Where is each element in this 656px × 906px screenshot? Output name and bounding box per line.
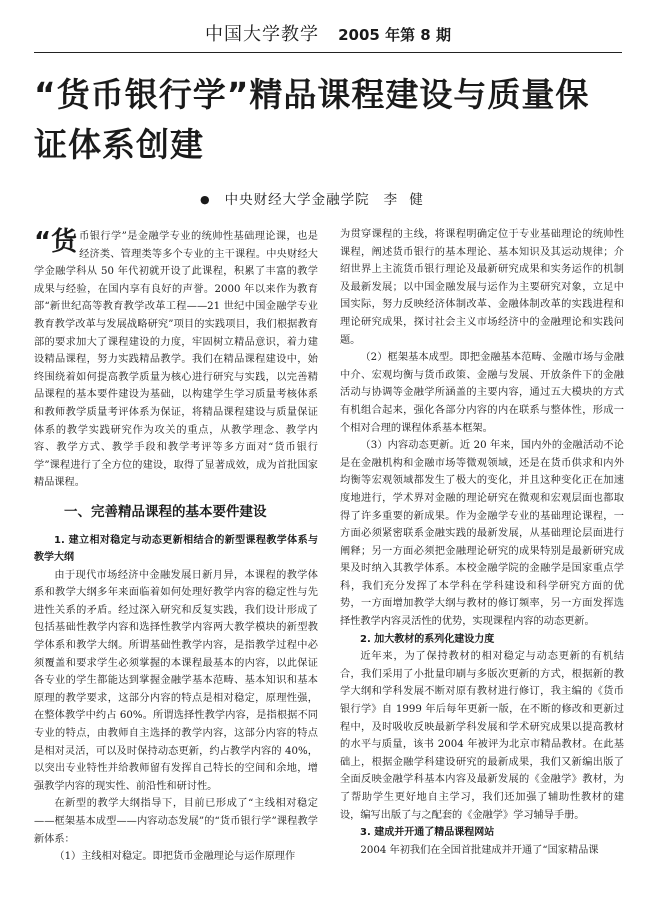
subsection-heading-3: 3. 建成并开通了精品课程网站 (360, 827, 495, 839)
body-paragraph: （2）框架基本成型。即把金融基本范畴、金融市场与金融中介、宏观均衡与货币政策、金融与发展、开放条件下的金融活动与协调等金融学所涵盖的主要内容，通过五大模块的方式有机组合起来，强化各部分内容的内在联系与整体性，形成一个相对合理的课程体系基本框架。 (340, 352, 624, 434)
author-name: 李 健 (383, 192, 427, 208)
subsection-heading-2: 2. 加大教材的系列化建设力度 (360, 633, 495, 645)
subsection-heading-1: 1. 建立相对稳定与动态更新相结合的新型课程教学体系与教学大纲 (34, 534, 318, 564)
section-heading-1: 一、完善精品课程的基本要件建设 (64, 503, 267, 520)
header-rule (34, 52, 622, 53)
body-paragraph: （3）内容动态更新。近 20 年来，国内外的金融活动不论是在金融机构和金融市场等微观领域，还是在货币供求和内外均衡等宏观领域都发生了极大的变化，并且这种变化正在加速度地进行，学术界对金融的理论研究在微观和宏观层面也都取得了许多重要的新成果。作为金融学专业的基础理论课程，一方面必须紧密联系金融实践的最新发展，从基础理论层面进行阐释；另一方面必须把金融理论研究的成果特别是最新研究成果及时纳入其教学体系。本校金融学院的金融学是国家重点学科，我们充分发挥了本学科在学科建设和科学研究方面的优势，一方面增加教学大纲与教材的修订频率，另一方面发挥选择性教学内容灵活性的优势，实现课程内容的动态更新。 (340, 440, 624, 628)
body-paragraph: 近年来，为了保持教材的相对稳定与动态更新的有机结合，我们采用了小批量印刷与多版次更新的方式，根据新的教学大纲和学科发展不断对原有教材进行修订，我主编的《货币银行学》自 1999 年后每年更新一版，在不断的修改和更新过程中，及时吸收反映最新学科发展和学术研究成果以提高教材的水平与质量，该书 2004 年被评为北京市精品教材。在此基础上，根据金融学科建设研究的最新成果，我们又新编出版了全面反映金融学科基本内容及最新发展的《金融学》教材，为了帮助学生更好地自主学习，我们还加强了辅助性教材的建设，编写出版了与之配套的《金融学》学习辅导手册。 (340, 651, 624, 821)
bullet-icon: ● (200, 193, 211, 206)
author-affiliation: 中央财经大学金融学院 (224, 192, 370, 208)
intro-paragraph: “货币银行学”是金融学专业的统帅性基础理论课，也是经济类、管理类等多个专业的主干课程。中央财经大学金融学科从 50 年代初就开设了此课程，积累了丰富的教学成果与经验，在国内享有良好的声誉。2000 年以来作为教育部“新世纪高等教育教学改革工程——21 世纪中国金融学专业教育教学改革与发展战略研究”项目的实践项目，我们根据教育部的要求加大了课程建设的力度，牢固树立精品意识，着力建设精品课程，努力实践精品教学。我们在精品课程建设中，始终围绕着如何提高教学质量为核心进行研究与实践，以完善精品课程的基本要件建设为基础，以构建学生学习质量考核体系和教师教学质量考评体系为保证，将精品课程建设与质量保证体系的教学实践研究作为攻关的重点，从教学理念、教学内容、教学方式、教学手段和教学考评等多方面对“货币银行学”课程进行了全方位的建设，取得了显著成效，成为首批国家精品课程。 (34, 227, 318, 489)
left-column (34, 228, 318, 866)
body-paragraph: （1）主线相对稳定。即把货币金融理论与运作原理作 (54, 851, 296, 863)
body-paragraph: 为贯穿课程的主线，将课程明确定位于专业基础理论的统帅性课程，阐述货币银行的基本理论、基本知识及其运动规律；介绍世界上主流货币银行理论及最新研究成果和实务运作的机制及最新发展；以中国金融发展与运作为主要研究对象，立足中国实际，努力反映经济体制改革、金融体制改革的实践进程和理论研究成果，探讨社会主义市场经济中的金融理论和实践问题。 (340, 229, 624, 346)
right-column (340, 226, 624, 859)
body-paragraph: 2004 年初我们在全国首批建成并开通了“国家精品课 (360, 844, 599, 856)
dropcap: “货 (34, 227, 78, 257)
running-header (34, 20, 622, 46)
issue-number: 2005 年第 8 期 (338, 26, 451, 44)
byline (200, 188, 427, 208)
journal-name: 中国大学教学 (205, 24, 320, 45)
body-paragraph: 由于现代市场经济中金融发展日新月异，本课程的教学体系和教学大纲多年来面临着如何处理好教学内容的稳定性与先进性关系的矛盾。经过深入研究和反复实践，我们设计形成了包括基础性教学内容和选择性教学内容两大教学模块的新型教学体系和教学大纲。所谓基础性教学内容，是指教学过程中必须覆盖和要求学生必须掌握的本课程最基本的内容，以此保证各专业的学生都能达到掌握金融学基本范畴、基本知识和基本原理的教学要求，这部分内容的特点是相对稳定，原理性强，在整体教学中约占 60%。所谓选择性教学内容，是指根据不同专业的特点，由教师自主选择的教学内容，这部分内容的特点是相对灵活，可以及时保持动态更新，约占教学内容的 40%，以突出专业特性并给教师留有发挥自己特长的空间和余地，增强教学内容的现实性、前沿性和研讨性。 (34, 569, 318, 792)
body-paragraph: 在新型的教学大纲指导下，目前已形成了“主线相对稳定——框架基本成型——内容动态发展”的“货币银行学”课程教学新体系： (34, 798, 318, 845)
article-title: “货币银行学”精品课程建设与质量保证体系创建 (34, 75, 590, 164)
